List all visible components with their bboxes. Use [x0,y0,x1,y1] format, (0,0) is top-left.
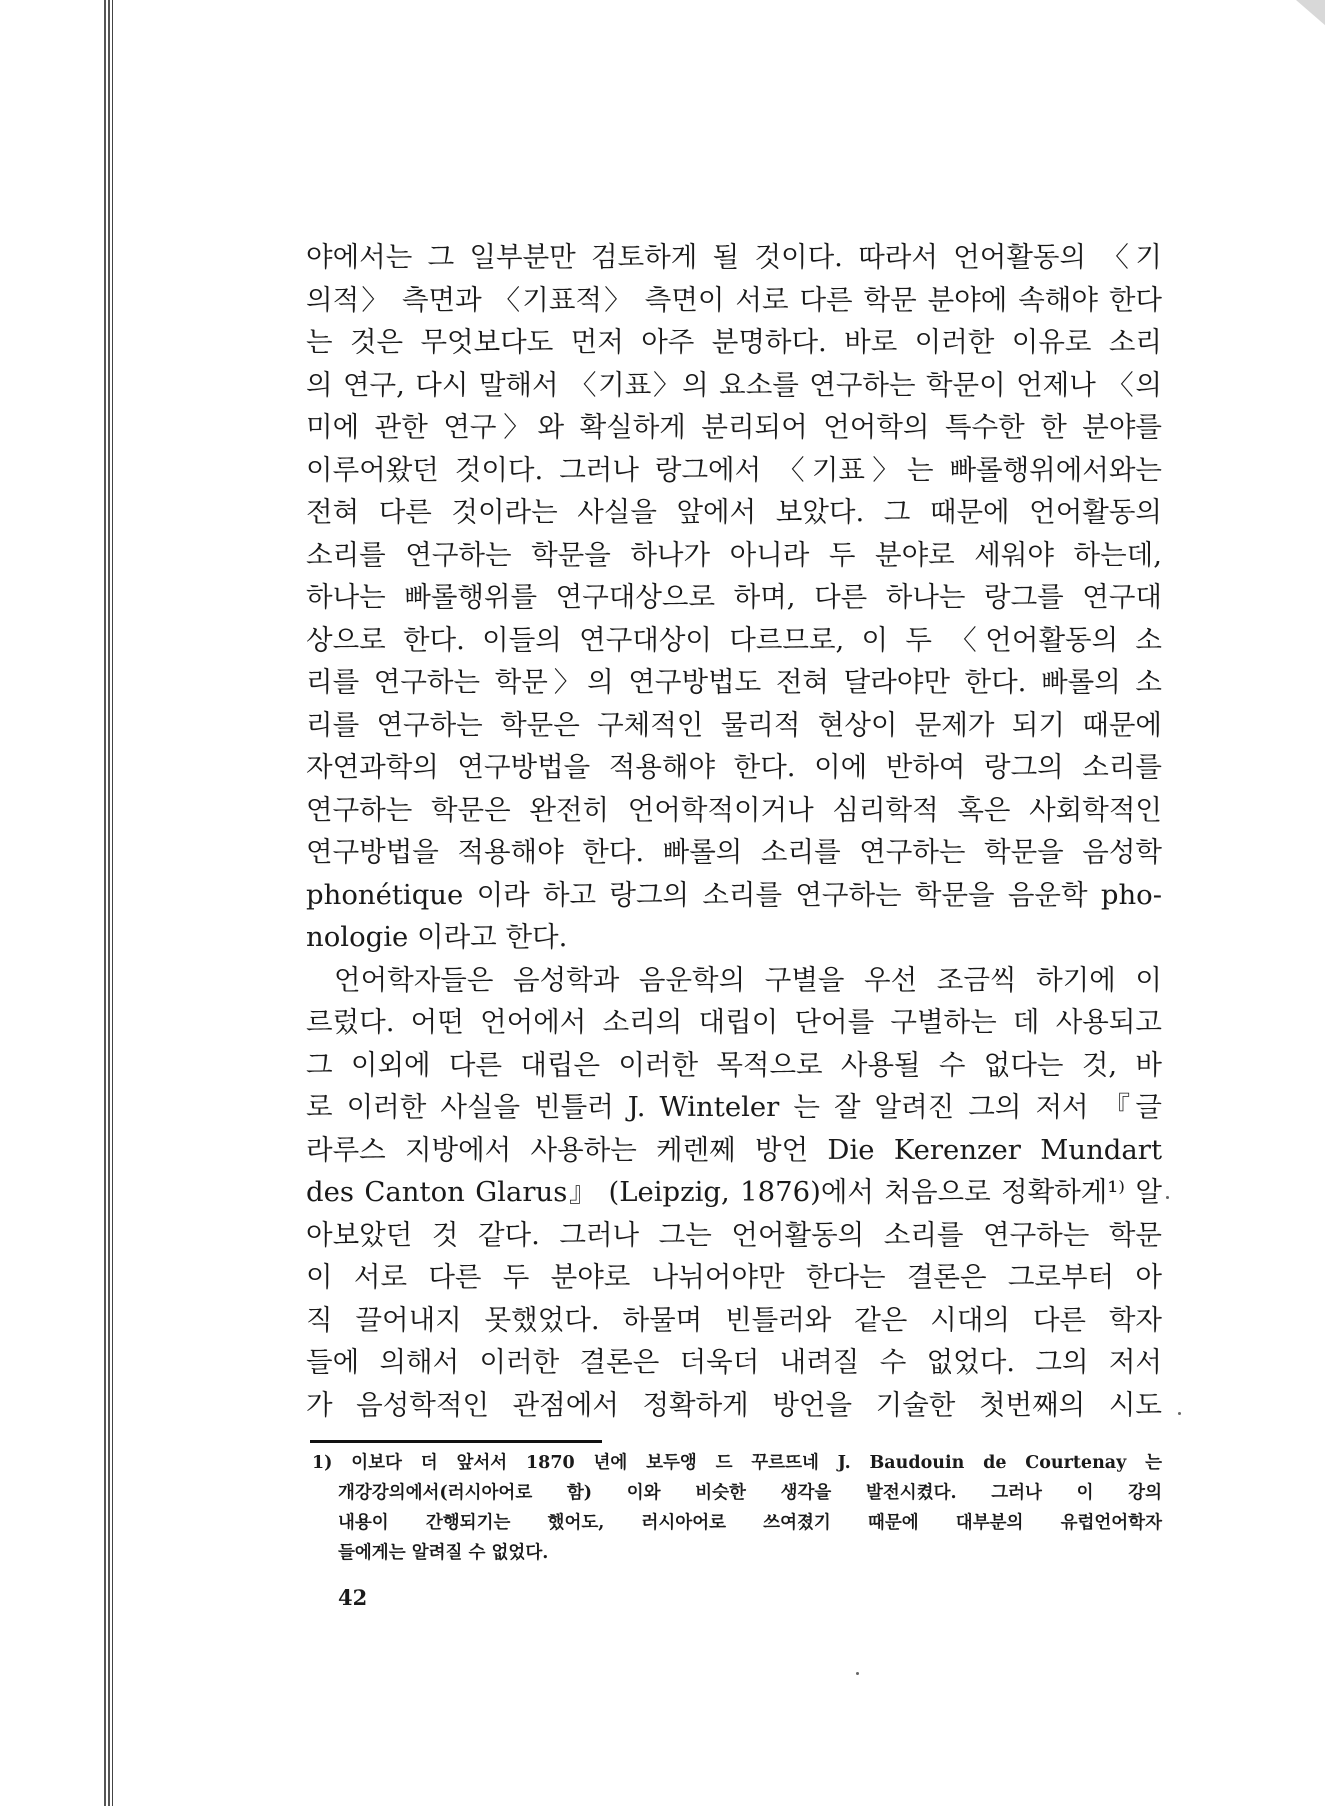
footnotes [312,1448,1162,1568]
text-line: 하나는 빠롤행위를 연구대상으로 하며, 다른 하나는 랑그를 연구대 [306,581,1162,613]
text-line: 르렀다. 어떤 언어에서 소리의 대립이 단어를 구별하는 데 사용되고 [306,1006,1162,1038]
footnote-line: 개강강의에서(러시아어로 함) 이와 비슷한 생각을 발전시켰다. 그러나 이 강의 [338,1483,1162,1503]
text-line: 직 끌어내지 못했었다. 하물며 빈틀러와 같은 시대의 다른 학자 [306,1303,1162,1336]
text-line: des Canton Glarus』 (Leipzig, 1876)에서 처음으로 정확하게¹⁾ 알 [306,1176,1162,1208]
paragraph-start-line: 언어학자들은 음성학과 음운학의 구별을 우선 조금씩 하기에 이 [334,963,1162,996]
text-line: 연구하는 학문은 완전히 언어학적이거나 심리학적 혹은 사회학적인 [306,793,1162,826]
text-line: 라루스 지방에서 사용하는 케렌쩨 방언 Die Kerenzer Mundart [306,1133,1162,1166]
scan-speck [1178,1412,1181,1415]
text-line: 야에서는 그 일부분만 검토하게 될 것이다. 따라서 언어활동의 〈기 [306,241,1162,273]
text-line: 로 이러한 사실을 빈틀러 J. Winteler 는 잘 알려진 그의 저서 『글 [306,1091,1162,1123]
text-line: 들에 의해서 이러한 결론은 더욱더 내려질 수 없었다. 그의 저서 [306,1346,1162,1378]
footnote-line: 들에게는 알려질 수 없었다. [338,1543,549,1563]
text-line: phonétique 이라 하고 랑그의 소리를 연구하는 학문을 음운학 pho- [306,878,1162,911]
text-line: 의 연구, 다시 말해서 〈기표〉의 요소를 연구하는 학문이 언제나 〈의 [306,368,1162,401]
text-line: nologie 이라고 한다. [306,921,568,953]
page-corner [1296,0,1325,26]
page-stack-edge [108,0,110,1806]
footnote-line: 1) 이보다 더 앞서서 1870 년에 보두앵 드 꾸르뜨네 J. Baudouin de Courtenay 는 [312,1453,1162,1473]
footnote-line: 내용이 간행되기는 했어도, 러시아어로 쓰여졌기 때문에 대부분의 유럽언어학자 [338,1513,1162,1533]
text-line: 가 음성학적인 관점에서 정확하게 방언을 기술한 첫번째의 시도 [306,1388,1162,1421]
scan-speck [1166,1196,1169,1199]
text-line: 상으로 한다. 이들의 연구대상이 다르므로, 이 두 〈언어활동의 소 [306,623,1162,656]
body-text [306,236,1162,1426]
text-line: 이루어왔던 것이다. 그러나 랑그에서 〈기표〉는 빠롤행위에서와는 [306,453,1162,486]
text-line: 아보았던 것 같다. 그러나 그는 언어활동의 소리를 연구하는 학문 [306,1218,1162,1251]
scan-speck [856,1672,859,1675]
page-number: 42 [338,1585,368,1610]
text-line: 전혀 다른 것이라는 사실을 앞에서 보았다. 그 때문에 언어활동의 [306,496,1162,528]
text-line: 의적〉 측면과 〈기표적〉 측면이 서로 다른 학문 분야에 속해야 한다 [306,283,1162,316]
text-line: 소리를 연구하는 학문을 하나가 아니라 두 분야로 세워야 하는데, [306,538,1162,571]
page-stack-edge [104,0,106,1806]
text-line: 리를 연구하는 학문은 구체적인 물리적 현상이 문제가 되기 때문에 [306,708,1162,741]
text-line: 이 서로 다른 두 분야로 나뉘어야만 한다는 결론은 그로부터 아 [306,1261,1162,1293]
text-line: 자연과학의 연구방법을 적용해야 한다. 이에 반하여 랑그의 소리를 [306,751,1162,783]
text-line: 는 것은 무엇보다도 먼저 아주 분명하다. 바로 이러한 이유로 소리 [306,326,1162,358]
text-line: 그 이외에 다른 대립은 이러한 목적으로 사용될 수 없다는 것, 바 [306,1048,1162,1081]
text-line: 미에 관한 연구〉와 확실하게 분리되어 언어학의 특수한 한 분야를 [306,411,1162,443]
text-line: 리를 연구하는 학문〉의 연구방법도 전혀 달라야만 한다. 빠롤의 소 [306,666,1162,698]
footnote-divider [310,1440,602,1443]
text-line: 연구방법을 적용해야 한다. 빠롤의 소리를 연구하는 학문을 음성학 [306,836,1162,868]
